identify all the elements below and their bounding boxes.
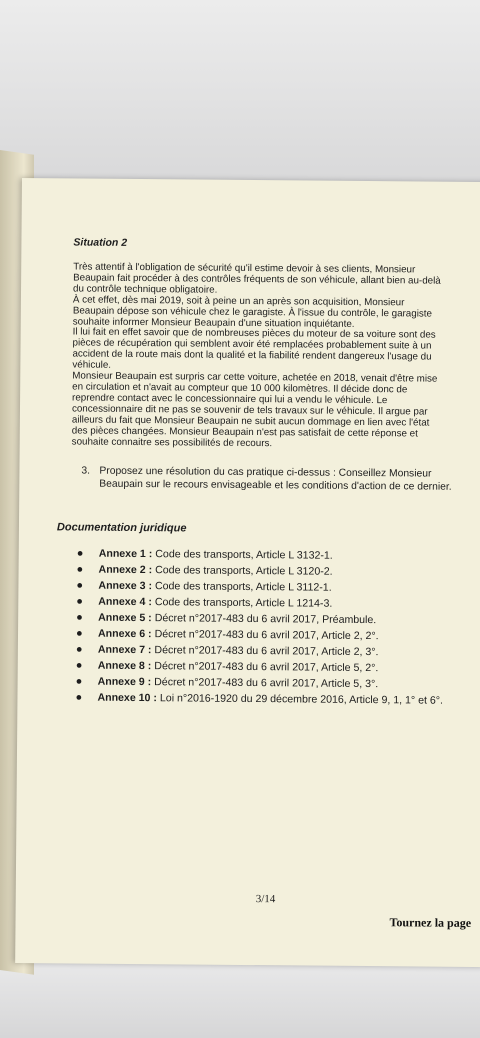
text-line: À cet effet, dès mai 2019, soit à peine un an après son acquisition, Monsieur [72, 294, 405, 309]
bullet-icon: ● [76, 611, 83, 624]
text-line: Très attentif à l'obligation de sécurité qu'il estime devoir à ses clients, Monsieur [73, 261, 416, 276]
text-line: accident de la route mais dont la qualité et la fiabilité rendent dangereux l'usage du [72, 348, 432, 363]
page-content [56, 236, 465, 709]
annex-text: Code des transports, Article L 3112-1. [154, 580, 332, 594]
text-line: pièces de récupération qui semblent avoir été remplacées probablement suite à un [72, 337, 432, 352]
bullet-icon: ● [76, 563, 84, 576]
text-line: Monsieur Beaupain est surpris car cette voiture, achetée en 2018, venait d'être mise [72, 370, 438, 385]
text-line: Il lui fait en effet savoir que de nombreuses pièces du moteur de sa voiture sont des [72, 326, 436, 342]
question-text: Proposez une résolution du cas pratique ci-dessus : Conseillez Monsieur Beaupain sur le recours envisageable et les conditions d'action de ce dernier. [99, 466, 452, 494]
bullet-icon: ● [75, 691, 83, 704]
annex-label: Annexe 6 : [97, 627, 152, 641]
annex-label: Annexe 8 : [97, 659, 152, 672]
annex-text: Décret n°2017-483 du 6 avril 2017, Article 2, 2°. [154, 628, 379, 643]
annex-label: Annexe 2 : [98, 563, 153, 577]
annex-label: Annexe 10 : [97, 691, 157, 704]
bullet-icon: ● [75, 675, 83, 688]
situation-title: Situation 2 [73, 236, 128, 249]
page-number: 3/14 [255, 893, 276, 906]
annex-text: Décret n°2017-483 du 6 avril 2017, Article 5, 2°. [154, 659, 379, 674]
question-3 [81, 465, 463, 494]
text-line: ailleurs du fait que Monsieur Beaupain ne subit aucun dommage en lien avec l'état [71, 414, 430, 429]
annex-text: Décret n°2017-483 du 6 avril 2017, Préambule. [154, 612, 377, 627]
bullet-icon: ● [76, 595, 84, 608]
annex-text: Décret n°2017-483 du 6 avril 2017, Article 2, 3°. [154, 644, 379, 658]
annex-label: Annexe 4 : [98, 595, 152, 609]
text-line: souhaite informer Monsieur Beaupain d'une situation inquiétante. [72, 315, 355, 330]
background-top [0, 0, 480, 190]
text-line: des pièces changées. Monsieur Beaupain n'est pas satisfait de cette réponse et [71, 425, 418, 440]
annex-text: Décret n°2017-483 du 6 avril 2017, Article 5, 3°. [154, 675, 379, 690]
turn-page-note: Tournez la page [389, 915, 472, 930]
text-line: en circulation et n'avait au compteur que 10 000 kilomètres. Il décide donc de [72, 381, 408, 396]
annex-list [69, 547, 462, 709]
text-line: véhicule. [72, 359, 112, 371]
background-bottom [0, 960, 480, 1038]
question-number: 3. [81, 465, 91, 478]
list-item [75, 690, 461, 709]
annex-text: Code des transports, Article L 3132-1. [155, 548, 333, 563]
annex-text: Code des transports, Article L 1214-3. [154, 596, 333, 610]
situation-text [72, 262, 466, 451]
bullet-icon: ● [75, 627, 83, 640]
annex-text: Loi n°2016-1920 du 29 décembre 2016, Article 9, 1, 1° et 6°. [159, 691, 444, 707]
text-line: concessionnaire dit ne pas se souvenir de tels travaux sur le véhicule. Il argue par [71, 403, 428, 418]
text-line: Beaupain fait procéder à des contrôles fréquents de son véhicule, allant bien au-delà [73, 272, 441, 287]
annex-label: Annexe 7 : [97, 643, 152, 656]
text-line: souhaite connaitre ses possibilités de recours. [71, 435, 273, 449]
documentation-title: Documentation juridique [56, 521, 187, 535]
bullet-icon: ● [76, 547, 84, 560]
document-page [15, 178, 480, 967]
text-line: du contrôle technique obligatoire. [72, 283, 218, 296]
annex-label: Annexe 3 : [98, 579, 153, 593]
text-line: Beaupain dépose son véhicule chez le garagiste. À l'issue du contrôle, le garagiste [72, 305, 433, 320]
annex-label: Annexe 1 : [98, 548, 153, 561]
bullet-icon: ● [75, 643, 83, 656]
annex-label: Annexe 5 : [98, 611, 152, 625]
annex-label: Annexe 9 : [97, 675, 152, 688]
annex-text: Code des transports, Article L 3120-2. [155, 564, 333, 579]
bullet-icon: ● [75, 659, 83, 672]
bullet-icon: ● [76, 579, 84, 592]
text-line: reprendre contact avec le concessionnaire qui lui a vendu le véhicule. Le [72, 392, 388, 407]
